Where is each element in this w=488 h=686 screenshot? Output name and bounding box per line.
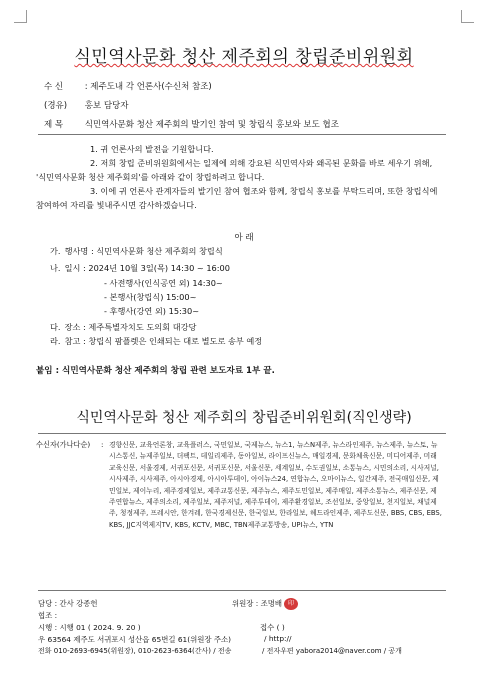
recipients-label: 수신자(가나다순) [36, 440, 91, 449]
meta-recipient-key: 수 신 [44, 82, 64, 92]
footer-chair-text: 위원장 : 조명배 [232, 599, 283, 608]
item-text: - 후행사(강연 외) 15:30~ [104, 306, 200, 316]
meta-subject-key: 제 목 [44, 120, 64, 130]
paragraph-1: 1. 귀 언론사의 발전을 기원합니다. [90, 144, 214, 154]
meta-subject [44, 118, 339, 130]
footer-address: 우 63564 제주도 서귀포시 성산읍 65번길 61(위원장 주소) [38, 635, 232, 644]
recipients-list: 경향신문, 교육언론창, 교육플러스, 국민일보, 국제뉴스, 뉴스1, 뉴스N제주, 뉴스라인제주, 뉴스제주, 뉴스토, 뉴시스통신, 뉴제주일보, 더팩트, 데일리제주, 동아일보, 라이프신뉴스, 매일경제, 문화체육신문, 미디어제주, 미래교육신문, 서울경제, 서귀포신문, 서귀포신문, 서울신문, 세계일보, 수도권일보, 소통뉴스, 시민의소리, 시사저널, 시사제주, 시사제주, 아시아경제, 아시아투데이, 아이뉴스24, 연합뉴스, 오마이뉴스, 일간제주, 전국매일신문, 제민일보, 제이누리, 제주경제일보, 제주교통신문, 제주뉴스, 제주도민일보, 제주매일, 제주소통뉴스, 제주신문, 제주연합뉴스, 제주의소리, 제주일보, 제주저널, 제주투데이, 제주환경일보, 조선일보, 중앙일보, 천지일보, 채널제주, 청정제주, 프레시안, 한겨레, 한국경제신문, 한국일보, 한라일보, 헤드라인제주, 제주도신문, BBS, CBS, EBS, KBS, JJC지역제지TV, KBS, KCTV, MBC, TBN제주교통방송, UPI뉴스, YTN [109, 441, 442, 529]
footer-homepage: / http:// [264, 634, 292, 643]
item-datetime [50, 263, 230, 274]
footer-phone: 전화 010-2693-6945(위원장), 010-2623-6364(간사) / 전송 [38, 647, 232, 655]
footer-chair [232, 598, 298, 610]
meta-via [44, 99, 128, 111]
divider-footer [38, 590, 446, 591]
divider-top [38, 134, 446, 135]
item-mark: 나. [50, 263, 61, 273]
meta-via-value: 홍보 담당자 [84, 101, 129, 111]
item-post-event [104, 306, 199, 317]
meta-recipient [44, 80, 212, 92]
footer-receipt: 접수 ( ) [260, 623, 285, 632]
item-text: - 사전행사(인식공연 외) 14:30~ [104, 278, 223, 288]
footer-email: / 전자우편 yabora2014@naver.com / 공개 [262, 647, 402, 655]
footer-enforcement: 시행 : 시행 01 ( 2024. 9. 20 ) [38, 623, 141, 632]
item-text: - 본행사(창립식) 15:00~ [104, 292, 197, 302]
meta-subject-value: 식민역사문화 청산 제주회의 발기인 참여 및 창립식 홍보와 보도 협조 [84, 120, 339, 130]
enclosure-line: 붙임 : 식민역사문화 청산 제주회의 창립 관련 보도자료 1부 끝. [36, 366, 275, 376]
item-mark: 가. [50, 246, 61, 256]
meta-recipient-value: : 제주도내 각 언론사(수신처 참조) [84, 82, 212, 92]
corner-mark-right [461, 10, 474, 23]
item-text: 행사명 : 식민역사문화 청산 제주회의 창립식 [64, 246, 223, 256]
issuer-title: 식민역사문화 청산 제주회의 창립준비위원회(직인생략) [76, 410, 412, 426]
meta-via-key: (경유) [44, 101, 68, 111]
seal-icon: 印 [284, 598, 298, 610]
item-event-name [50, 246, 223, 257]
item-note [50, 336, 262, 347]
item-mark: 라. [50, 336, 61, 346]
document-title: 식민역사문화 청산 제주회의 창립준비위원회 [74, 47, 414, 67]
item-pre-event [104, 278, 223, 289]
item-text: 장소 : 제주특별자치도 도의회 대강당 [64, 322, 197, 332]
item-venue [50, 322, 196, 333]
paragraph-2: 2. 저희 창립 준비위원회에서는 일제에 의해 강요된 식민역사와 왜곡된 문화를 바로 세우기 위해, '식민역사문화 청산 제주회의'를 아래와 같이 창립하려고 합니다. [36, 158, 433, 182]
item-mark: 다. [50, 322, 61, 332]
footer-manager: 담당 : 간사 강종헌 [38, 599, 98, 608]
divider-middle [38, 433, 446, 434]
corner-mark-left [14, 10, 27, 23]
paragraph-3: 3. 이에 귀 언론사 관계자들의 발기인 참여 협조와 함께, 창립식 홍보를 부탁드리며, 또한 창립식에 참여하여 자리를 빛내주시면 감사하겠습니다. [36, 186, 438, 210]
item-main-event [104, 292, 196, 303]
item-text: 일시 : 2024년 10월 3일(목) 14:30 ~ 16:00 [64, 263, 230, 273]
item-text: 참고 : 창립식 팜플렛은 인쇄되는 대로 별도로 송부 예정 [64, 336, 263, 346]
below-label: 아 래 [234, 233, 254, 243]
footer-cooperation: 협조 : [38, 611, 58, 620]
recipients-separator: : [101, 440, 104, 449]
